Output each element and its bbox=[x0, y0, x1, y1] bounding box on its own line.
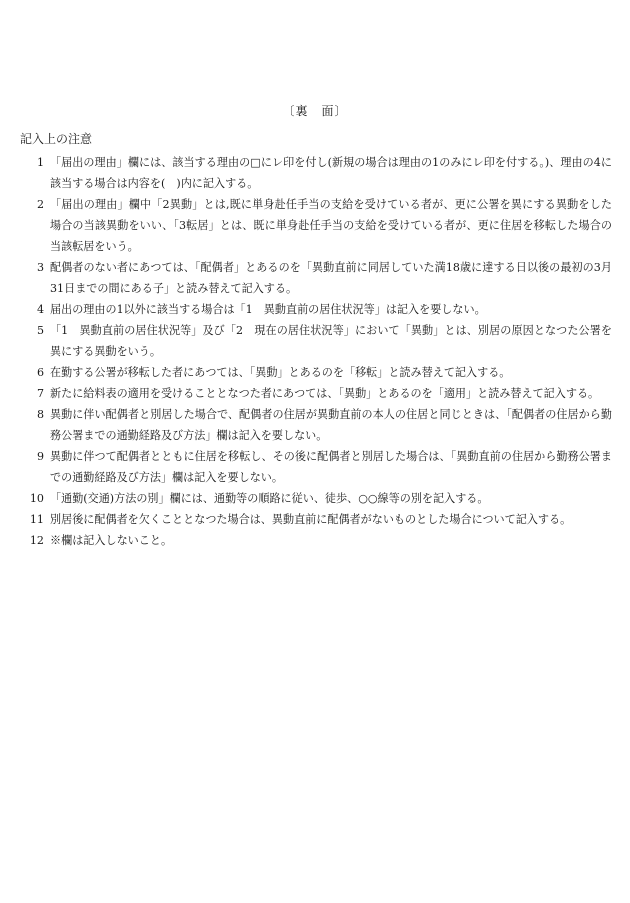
note-text: 「届出の理由」欄中「2異動」とは,既に単身赴任手当の支給を受けている者が、更に公署を異にする異動をした場合の当該異動をいい、「3転居」とは、既に単身赴任手当の支給を受けている者が、更に住居を移転した場合の当該転居をいう。 bbox=[50, 198, 612, 253]
note-item bbox=[20, 362, 612, 383]
note-number: 3 bbox=[36, 261, 44, 274]
note-item bbox=[20, 299, 612, 320]
note-text: 新たに給料表の適用を受けることとなつた者にあつては、「異動」とあるのを「適用」と読み替えて記入する。 bbox=[50, 387, 600, 400]
section-title: 記入上の注意 bbox=[20, 132, 93, 146]
note-text: 届出の理由の1以外に該当する場合は「1 異動直前の居住状況等」は記入を要しない。 bbox=[50, 303, 486, 316]
note-item bbox=[20, 530, 612, 551]
note-text: 「通勤(交通)方法の別」欄には、通勤等の順路に従い、徒歩、○○線等の別を記入する。 bbox=[50, 492, 489, 505]
note-text: 「1 異動直前の居住状況等」及び「2 現在の居住状況等」において「異動」とは、別居の原因となつた公署を異にする異動をいう。 bbox=[50, 324, 612, 358]
note-item bbox=[20, 257, 612, 299]
note-text: 「届出の理由」欄には、該当する理由の□にレ印を付し(新規の場合は理由の1のみにレ印を付する。)、理由の4に該当する場合は内容を( )内に記入する。 bbox=[50, 156, 612, 190]
note-number: 8 bbox=[36, 408, 44, 421]
note-text: ※欄は記入しないこと。 bbox=[50, 534, 173, 547]
note-item bbox=[20, 446, 612, 488]
note-number: 4 bbox=[36, 303, 44, 316]
note-item bbox=[20, 383, 612, 404]
notes-list bbox=[20, 152, 612, 551]
note-item bbox=[20, 404, 612, 446]
note-number: 10 bbox=[29, 492, 44, 505]
note-item bbox=[20, 488, 612, 509]
note-number: 5 bbox=[36, 324, 44, 337]
note-item bbox=[20, 509, 612, 530]
note-number: 11 bbox=[29, 513, 44, 526]
note-number: 1 bbox=[36, 156, 44, 169]
note-item bbox=[20, 320, 612, 362]
note-item bbox=[20, 152, 612, 194]
note-text: 異動に伴い配偶者と別居した場合で、配偶者の住居が異動直前の本人の住居と同じときは、「配偶者の住居から勤務公署までの通勤経路及び方法」欄は記入を要しない。 bbox=[50, 408, 612, 442]
note-number: 7 bbox=[36, 387, 44, 400]
note-number: 2 bbox=[36, 198, 44, 211]
note-item bbox=[20, 194, 612, 257]
note-number: 6 bbox=[36, 366, 44, 379]
note-number: 12 bbox=[29, 534, 44, 547]
note-text: 異動に伴つて配偶者とともに住居を移転し、その後に配偶者と別居した場合は、「異動直前の住居から勤務公署までの通勤経路及び方法」欄は記入を要しない。 bbox=[50, 450, 612, 484]
page-heading: 〔裏 面〕 bbox=[282, 104, 348, 118]
note-text: 配偶者のない者にあつては、「配偶者」とあるのを「異動直前に同居していた満18歳に達する日以後の最初の3月31日までの間にある子」と読み替えて記入する。 bbox=[50, 261, 612, 295]
note-text: 在勤する公署が移転した者にあつては、「異動」とあるのを「移転」と読み替えて記入する。 bbox=[50, 366, 511, 379]
note-number: 9 bbox=[36, 450, 44, 463]
note-text: 別居後に配偶者を欠くこととなつた場合は、異動直前に配偶者がないものとした場合について記入する。 bbox=[50, 513, 572, 526]
